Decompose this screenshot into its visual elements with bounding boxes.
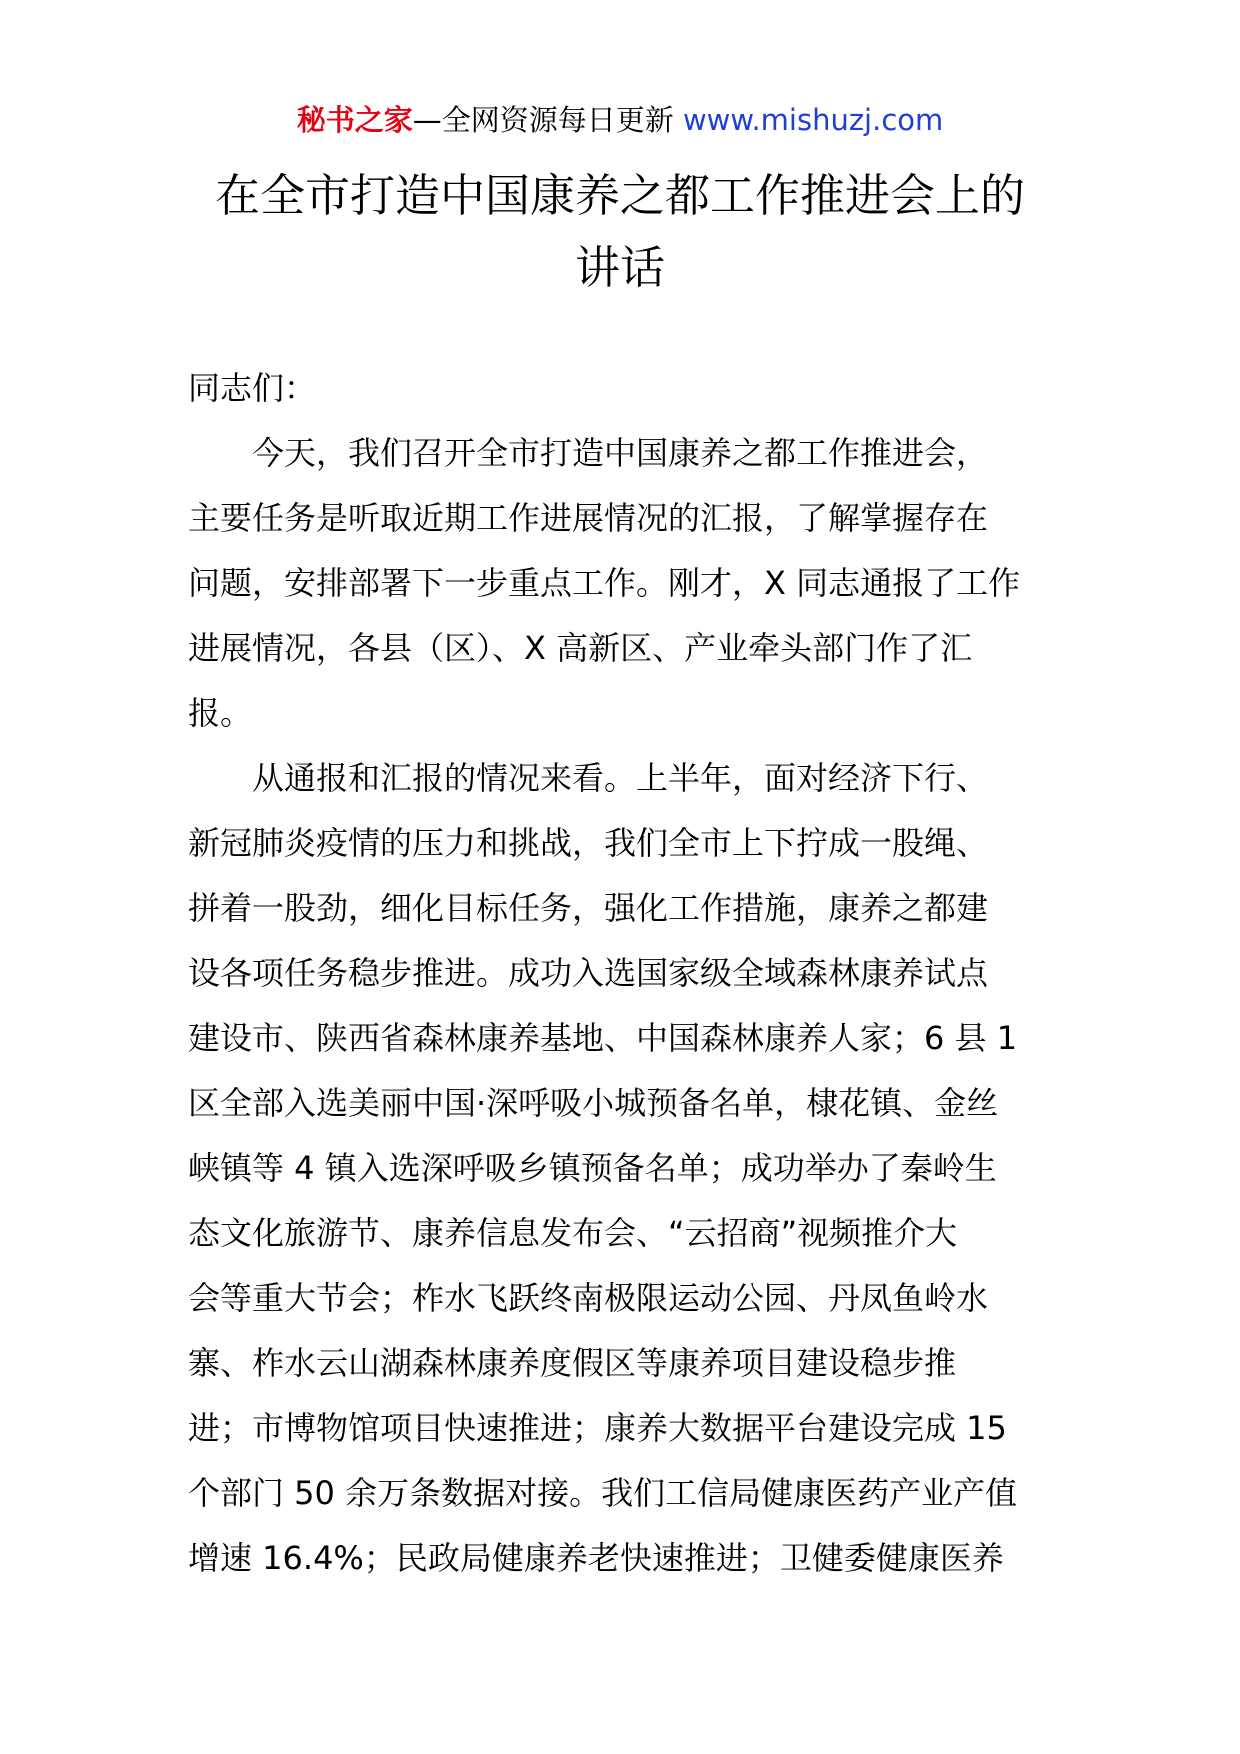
paragraph-line: 拼着一股劲，细化目标任务，强化工作措施，康养之都建 [188, 889, 989, 927]
paragraph-line: 峡镇等 4 镇入选深呼吸乡镇预备名单；成功举办了秦岭生 [188, 1149, 997, 1187]
paragraph-2 [188, 746, 1058, 1591]
paragraph-line: 区全部入选美丽中国·深呼吸小城预备名单，棣花镇、金丝 [188, 1084, 999, 1122]
paragraph-line: 建设市、陕西省森林康养基地、中国森林康养人家；6 县 1 [188, 1019, 1018, 1057]
paragraph-line: 报。 [188, 694, 253, 732]
salutation: 同志们： [188, 369, 317, 407]
paragraph-line: 进；市博物馆项目快速推进；康养大数据平台建设完成 15 [188, 1409, 1007, 1447]
paragraph-line: 态文化旅游节、康养信息发布会、“云招商”视频推介大 [188, 1214, 958, 1252]
header-tagline: —全网资源每日更新 [412, 103, 683, 137]
paragraph-line: 增速 16.4%；民政局健康养老快速推进；卫健委健康医养 [188, 1539, 1004, 1577]
paragraph-line: 今天，我们召开全市打造中国康养之都工作推进会， [252, 434, 989, 472]
paragraph-line: 主要任务是听取近期工作进展情况的汇报，了解掌握存在 [188, 499, 989, 537]
paragraph-line: 从通报和汇报的情况来看。上半年，面对经济下行、 [252, 759, 989, 797]
document-title [170, 160, 1070, 304]
paragraph-line: 进展情况，各县（区）、X 高新区、产业牵头部门作了汇 [188, 629, 973, 667]
paragraph-line: 个部门 50 余万条数据对接。我们工信局健康医药产业产值 [188, 1474, 1018, 1512]
title-line-2: 讲话 [574, 241, 665, 294]
page-header [0, 100, 1240, 140]
website-link[interactable]: www.mishuzj.com [682, 103, 944, 137]
paragraph-line: 问题，安排部署下一步重点工作。刚才，X 同志通报了工作 [188, 564, 1021, 602]
title-line-1: 在全市打造中国康养之都工作推进会上的 [214, 169, 1025, 222]
paragraph-line: 会等重大节会；柞水飞跃终南极限运动公园、丹凤鱼岭水 [188, 1279, 989, 1317]
document-body [188, 356, 1058, 1591]
paragraph-line: 寨、柞水云山湖森林康养度假区等康养项目建设稳步推 [188, 1344, 957, 1382]
paragraph-line: 新冠肺炎疫情的压力和挑战，我们全市上下拧成一股绳、 [188, 824, 989, 862]
paragraph-line: 设各项任务稳步推进。成功入选国家级全域森林康养试点 [188, 954, 989, 992]
paragraph-1 [188, 421, 1058, 746]
brand-name: 秘书之家 [296, 103, 413, 137]
